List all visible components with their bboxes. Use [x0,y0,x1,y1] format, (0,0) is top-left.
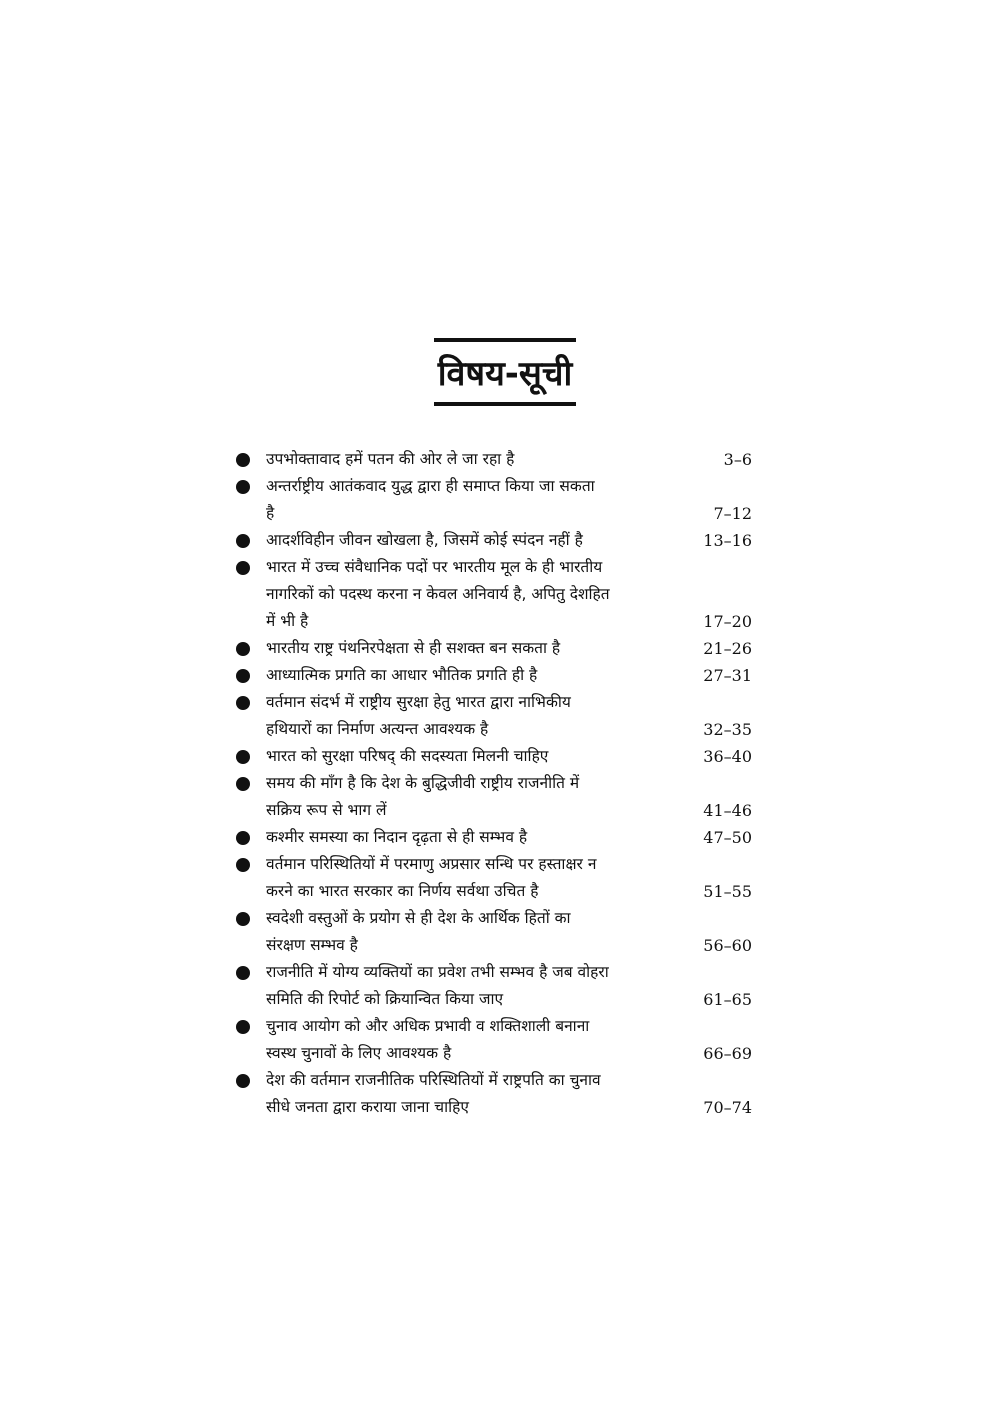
toc-entry-title-line: हथियारों का निर्माण अत्यन्त आवश्यक है [266,720,489,738]
bullet-icon [236,966,250,980]
toc-entry [234,851,764,905]
toc-entry [234,770,764,824]
toc-entry [234,824,764,851]
toc-entry-pages: 21–26 [703,639,752,658]
title-bottom-rule [434,402,576,406]
bullet-icon [236,1020,250,1034]
toc-entry [234,959,764,1013]
toc-entry-pages: 13–16 [703,531,752,550]
bullet-icon [236,1074,250,1088]
toc-entry-title-line: वर्तमान संदर्भ में राष्ट्रीय सुरक्षा हेतु भारत द्वारा नाभिकीय [266,693,571,711]
bullet-icon [236,696,250,710]
bullet-icon [236,777,250,791]
toc-entry [234,527,764,554]
toc-entry-pages: 66–69 [703,1044,752,1063]
toc-entry [234,473,764,527]
toc-entry-title-line: सक्रिय रूप से भाग लें [266,801,387,819]
toc-entry-title-line: है [266,504,275,522]
toc-entry-pages: 70–74 [703,1098,752,1117]
toc-entry-pages: 32–35 [703,720,752,739]
toc-entry-pages: 47–50 [703,828,752,847]
bullet-icon [236,642,250,656]
toc-entry-pages: 56–60 [703,936,752,955]
toc-entry [234,905,764,959]
toc-entry-pages: 41–46 [703,801,752,820]
toc-entry-pages: 17–20 [703,612,752,631]
toc-entry [234,662,764,689]
toc-entry-pages: 3–6 [723,450,752,469]
toc-entry-title-line: सीधे जनता द्वारा कराया जाना चाहिए [266,1098,469,1116]
toc-entry-title-line: समय की माँग है कि देश के बुद्धिजीवी राष्ट्रीय राजनीति में [266,774,580,792]
toc-entry-title-line: वर्तमान परिस्थितियों में परमाणु अप्रसार सन्धि पर हस्ताक्षर न [266,855,597,873]
toc-entry-title-line: भारत को सुरक्षा परिषद् की सदस्यता मिलनी चाहिए [266,747,549,765]
toc-entry-title-line: चुनाव आयोग को और अधिक प्रभावी व शक्तिशाली बनाना [266,1017,590,1035]
toc-entry-title-line: करने का भारत सरकार का निर्णय सर्वथा उचित है [266,882,539,900]
toc-entry-title-line: स्वदेशी वस्तुओं के प्रयोग से ही देश के आर्थिक हितों का [266,909,571,927]
toc-entry-title-line: भारतीय राष्ट्र पंथनिरपेक्षता से ही सशक्त बन सकता है [266,639,561,657]
toc-entry-pages: 36–40 [703,747,752,766]
bullet-icon [236,750,250,764]
toc-entry-title-line: राजनीति में योग्य व्यक्तियों का प्रवेश तभी सम्भव है जब वोहरा [266,963,609,981]
toc-entry-title-line: उपभोक्तावाद हमें पतन की ओर ले जा रहा है [266,450,515,468]
toc-entry [234,1067,764,1121]
table-of-contents [234,446,764,1121]
toc-entry-pages: 61–65 [703,990,752,1009]
toc-entry-pages: 27–31 [703,666,752,685]
toc-entry [234,446,764,473]
toc-entry-title-line: आदर्शविहीन जीवन खोखला है, जिसमें कोई स्पंदन नहीं है [266,531,583,549]
toc-entry [234,554,764,635]
bullet-icon [236,831,250,845]
bullet-icon [236,480,250,494]
toc-entry-title-line: भारत में उच्च संवैधानिक पदों पर भारतीय मूल के ही भारतीय [266,558,603,576]
toc-entry [234,1013,764,1067]
bullet-icon [236,858,250,872]
bullet-icon [236,669,250,683]
toc-entry-title-line: में भी है [266,612,309,630]
toc-entry-pages: 7–12 [713,504,752,523]
toc-entry-title-line: संरक्षण सम्भव है [266,936,358,954]
toc-entry-title-line: देश की वर्तमान राजनीतिक परिस्थितियों में राष्ट्रपति का चुनाव [266,1071,601,1089]
toc-entry-title-line: कश्मीर समस्या का निदान दृढ़ता से ही सम्भव है [266,828,528,846]
toc-entry-pages: 51–55 [703,882,752,901]
toc-entry-title-line: अन्तर्राष्ट्रीय आतंकवाद युद्ध द्वारा ही समाप्त किया जा सकता [266,477,595,495]
page-title: विषय-सूची [437,354,573,394]
toc-entry [234,743,764,770]
toc-entry-title-line: समिति की रिपोर्ट को क्रियान्वित किया जाए [266,990,504,1008]
bullet-icon [236,912,250,926]
toc-entry-title-line: स्वस्थ चुनावों के लिए आवश्यक है [266,1044,452,1062]
title-block [434,338,576,406]
toc-entry-title-line: आध्यात्मिक प्रगति का आधार भौतिक प्रगति ही है [266,666,538,684]
toc-entry-title-line: नागरिकों को पदस्थ करना न केवल अनिवार्य है, अपितु देशहित [266,585,610,603]
bullet-icon [236,453,250,467]
bullet-icon [236,561,250,575]
toc-entry [234,689,764,743]
bullet-icon [236,534,250,548]
toc-entry [234,635,764,662]
